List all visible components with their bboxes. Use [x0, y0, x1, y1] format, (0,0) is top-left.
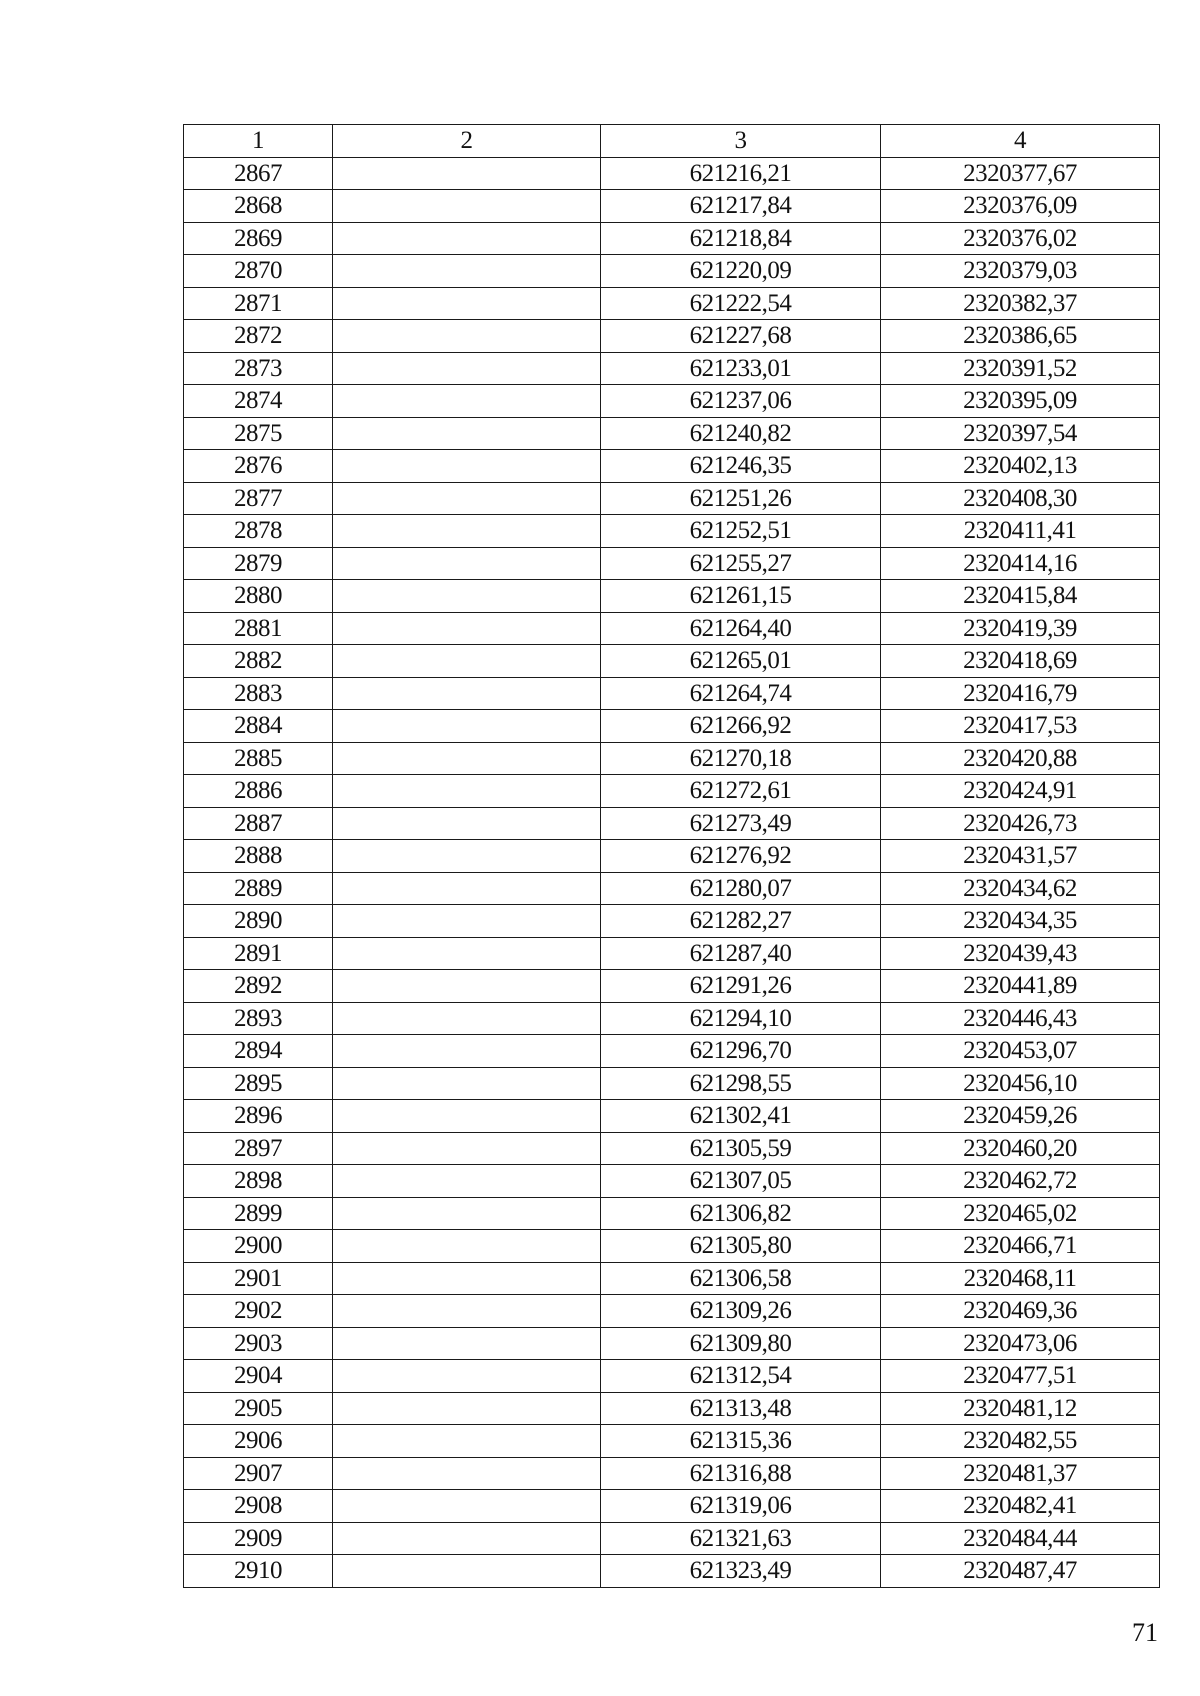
table-row	[184, 1360, 1160, 1393]
table-row	[184, 1392, 1160, 1425]
x-coordinate-cell: 621222,54	[601, 287, 881, 320]
x-coordinate-cell: 621282,27	[601, 905, 881, 938]
y-coordinate-cell: 2320439,43	[881, 937, 1160, 970]
table-row	[184, 1327, 1160, 1360]
y-coordinate-cell: 2320418,69	[881, 645, 1160, 678]
table-row	[184, 970, 1160, 1003]
table-row	[184, 1295, 1160, 1328]
description-cell	[333, 1360, 601, 1393]
point-number-cell: 2898	[184, 1165, 333, 1198]
point-number-cell: 2878	[184, 515, 333, 548]
description-cell	[333, 580, 601, 613]
x-coordinate-cell: 621312,54	[601, 1360, 881, 1393]
x-coordinate-cell: 621264,74	[601, 677, 881, 710]
description-cell	[333, 937, 601, 970]
point-number-cell: 2904	[184, 1360, 333, 1393]
x-coordinate-cell: 621321,63	[601, 1522, 881, 1555]
table-row	[184, 1100, 1160, 1133]
y-coordinate-cell: 2320477,51	[881, 1360, 1160, 1393]
description-cell	[333, 1522, 601, 1555]
description-cell	[333, 710, 601, 743]
y-coordinate-cell: 2320453,07	[881, 1035, 1160, 1068]
x-coordinate-cell: 621319,06	[601, 1490, 881, 1523]
y-coordinate-cell: 2320408,30	[881, 482, 1160, 515]
column-header-3: 3	[601, 125, 881, 158]
table-row	[184, 255, 1160, 288]
table-row	[184, 222, 1160, 255]
description-cell	[333, 1002, 601, 1035]
description-cell	[333, 320, 601, 353]
y-coordinate-cell: 2320376,02	[881, 222, 1160, 255]
table-row	[184, 1067, 1160, 1100]
point-number-cell: 2909	[184, 1522, 333, 1555]
point-number-cell: 2885	[184, 742, 333, 775]
x-coordinate-cell: 621305,80	[601, 1230, 881, 1263]
y-coordinate-cell: 2320462,72	[881, 1165, 1160, 1198]
table-row	[184, 1197, 1160, 1230]
description-cell	[333, 1457, 601, 1490]
x-coordinate-cell: 621227,68	[601, 320, 881, 353]
x-coordinate-cell: 621233,01	[601, 352, 881, 385]
description-cell	[333, 1327, 601, 1360]
column-header-4: 4	[881, 125, 1160, 158]
description-cell	[333, 287, 601, 320]
y-coordinate-cell: 2320482,41	[881, 1490, 1160, 1523]
table-row	[184, 190, 1160, 223]
point-number-cell: 2873	[184, 352, 333, 385]
description-cell	[333, 1035, 601, 1068]
table-body	[184, 157, 1160, 1587]
table-row	[184, 320, 1160, 353]
point-number-cell: 2887	[184, 807, 333, 840]
point-number-cell: 2871	[184, 287, 333, 320]
table-row	[184, 1490, 1160, 1523]
x-coordinate-cell: 621252,51	[601, 515, 881, 548]
point-number-cell: 2900	[184, 1230, 333, 1263]
x-coordinate-cell: 621216,21	[601, 157, 881, 190]
y-coordinate-cell: 2320397,54	[881, 417, 1160, 450]
description-cell	[333, 807, 601, 840]
y-coordinate-cell: 2320446,43	[881, 1002, 1160, 1035]
column-header-2: 2	[333, 125, 601, 158]
description-cell	[333, 1132, 601, 1165]
point-number-cell: 2876	[184, 450, 333, 483]
table-row	[184, 1132, 1160, 1165]
table-row	[184, 515, 1160, 548]
y-coordinate-cell: 2320386,65	[881, 320, 1160, 353]
x-coordinate-cell: 621217,84	[601, 190, 881, 223]
y-coordinate-cell: 2320434,62	[881, 872, 1160, 905]
x-coordinate-cell: 621272,61	[601, 775, 881, 808]
description-cell	[333, 1100, 601, 1133]
x-coordinate-cell: 621296,70	[601, 1035, 881, 1068]
y-coordinate-cell: 2320395,09	[881, 385, 1160, 418]
description-cell	[333, 905, 601, 938]
x-coordinate-cell: 621218,84	[601, 222, 881, 255]
point-number-cell: 2891	[184, 937, 333, 970]
description-cell	[333, 1262, 601, 1295]
description-cell	[333, 547, 601, 580]
y-coordinate-cell: 2320434,35	[881, 905, 1160, 938]
table-row	[184, 547, 1160, 580]
point-number-cell: 2883	[184, 677, 333, 710]
point-number-cell: 2906	[184, 1425, 333, 1458]
x-coordinate-cell: 621291,26	[601, 970, 881, 1003]
y-coordinate-cell: 2320481,12	[881, 1392, 1160, 1425]
y-coordinate-cell: 2320411,41	[881, 515, 1160, 548]
point-number-cell: 2892	[184, 970, 333, 1003]
table-row	[184, 937, 1160, 970]
y-coordinate-cell: 2320473,06	[881, 1327, 1160, 1360]
x-coordinate-cell: 621306,58	[601, 1262, 881, 1295]
x-coordinate-cell: 621255,27	[601, 547, 881, 580]
table-row	[184, 677, 1160, 710]
table-row	[184, 1002, 1160, 1035]
x-coordinate-cell: 621264,40	[601, 612, 881, 645]
point-number-cell: 2896	[184, 1100, 333, 1133]
y-coordinate-cell: 2320484,44	[881, 1522, 1160, 1555]
point-number-cell: 2893	[184, 1002, 333, 1035]
x-coordinate-cell: 621273,49	[601, 807, 881, 840]
point-number-cell: 2908	[184, 1490, 333, 1523]
description-cell	[333, 222, 601, 255]
point-number-cell: 2907	[184, 1457, 333, 1490]
point-number-cell: 2875	[184, 417, 333, 450]
table-row	[184, 482, 1160, 515]
description-cell	[333, 417, 601, 450]
table-row	[184, 840, 1160, 873]
y-coordinate-cell: 2320441,89	[881, 970, 1160, 1003]
table-row	[184, 1522, 1160, 1555]
y-coordinate-cell: 2320382,37	[881, 287, 1160, 320]
point-number-cell: 2890	[184, 905, 333, 938]
y-coordinate-cell: 2320417,53	[881, 710, 1160, 743]
description-cell	[333, 255, 601, 288]
description-cell	[333, 612, 601, 645]
description-cell	[333, 1425, 601, 1458]
point-number-cell: 2874	[184, 385, 333, 418]
description-cell	[333, 1490, 601, 1523]
x-coordinate-cell: 621315,36	[601, 1425, 881, 1458]
page-number: 71	[1132, 1618, 1158, 1647]
description-cell	[333, 352, 601, 385]
x-coordinate-cell: 621305,59	[601, 1132, 881, 1165]
description-cell	[333, 677, 601, 710]
point-number-cell: 2899	[184, 1197, 333, 1230]
table-row	[184, 417, 1160, 450]
point-number-cell: 2881	[184, 612, 333, 645]
point-number-cell: 2910	[184, 1555, 333, 1588]
table-row	[184, 1035, 1160, 1068]
x-coordinate-cell: 621265,01	[601, 645, 881, 678]
x-coordinate-cell: 621251,26	[601, 482, 881, 515]
table-row	[184, 1457, 1160, 1490]
description-cell	[333, 1555, 601, 1588]
point-number-cell: 2897	[184, 1132, 333, 1165]
table-row	[184, 450, 1160, 483]
y-coordinate-cell: 2320469,36	[881, 1295, 1160, 1328]
y-coordinate-cell: 2320379,03	[881, 255, 1160, 288]
table-row	[184, 385, 1160, 418]
table-header-row	[184, 125, 1160, 158]
description-cell	[333, 157, 601, 190]
table-row	[184, 287, 1160, 320]
table-row	[184, 1425, 1160, 1458]
x-coordinate-cell: 621276,92	[601, 840, 881, 873]
description-cell	[333, 1392, 601, 1425]
y-coordinate-cell: 2320431,57	[881, 840, 1160, 873]
y-coordinate-cell: 2320466,71	[881, 1230, 1160, 1263]
point-number-cell: 2867	[184, 157, 333, 190]
description-cell	[333, 1067, 601, 1100]
point-number-cell: 2895	[184, 1067, 333, 1100]
x-coordinate-cell: 621240,82	[601, 417, 881, 450]
x-coordinate-cell: 621287,40	[601, 937, 881, 970]
x-coordinate-cell: 621316,88	[601, 1457, 881, 1490]
x-coordinate-cell: 621294,10	[601, 1002, 881, 1035]
table-row	[184, 1230, 1160, 1263]
coordinates-table	[183, 124, 1160, 1588]
description-cell	[333, 1165, 601, 1198]
point-number-cell: 2888	[184, 840, 333, 873]
x-coordinate-cell: 621309,26	[601, 1295, 881, 1328]
table-row	[184, 157, 1160, 190]
y-coordinate-cell: 2320420,88	[881, 742, 1160, 775]
y-coordinate-cell: 2320377,67	[881, 157, 1160, 190]
x-coordinate-cell: 621309,80	[601, 1327, 881, 1360]
x-coordinate-cell: 621261,15	[601, 580, 881, 613]
description-cell	[333, 482, 601, 515]
point-number-cell: 2894	[184, 1035, 333, 1068]
table-row	[184, 352, 1160, 385]
x-coordinate-cell: 621280,07	[601, 872, 881, 905]
table-row	[184, 905, 1160, 938]
x-coordinate-cell: 621306,82	[601, 1197, 881, 1230]
point-number-cell: 2872	[184, 320, 333, 353]
point-number-cell: 2905	[184, 1392, 333, 1425]
y-coordinate-cell: 2320376,09	[881, 190, 1160, 223]
point-number-cell: 2879	[184, 547, 333, 580]
point-number-cell: 2903	[184, 1327, 333, 1360]
point-number-cell: 2889	[184, 872, 333, 905]
point-number-cell: 2901	[184, 1262, 333, 1295]
point-number-cell: 2869	[184, 222, 333, 255]
y-coordinate-cell: 2320487,47	[881, 1555, 1160, 1588]
point-number-cell: 2870	[184, 255, 333, 288]
y-coordinate-cell: 2320482,55	[881, 1425, 1160, 1458]
y-coordinate-cell: 2320424,91	[881, 775, 1160, 808]
point-number-cell: 2902	[184, 1295, 333, 1328]
x-coordinate-cell: 621323,49	[601, 1555, 881, 1588]
x-coordinate-cell: 621298,55	[601, 1067, 881, 1100]
description-cell	[333, 872, 601, 905]
description-cell	[333, 742, 601, 775]
x-coordinate-cell: 621220,09	[601, 255, 881, 288]
description-cell	[333, 970, 601, 1003]
y-coordinate-cell: 2320465,02	[881, 1197, 1160, 1230]
x-coordinate-cell: 621302,41	[601, 1100, 881, 1133]
table-row	[184, 807, 1160, 840]
table-row	[184, 580, 1160, 613]
y-coordinate-cell: 2320426,73	[881, 807, 1160, 840]
table-row	[184, 612, 1160, 645]
description-cell	[333, 1197, 601, 1230]
point-number-cell: 2868	[184, 190, 333, 223]
y-coordinate-cell: 2320415,84	[881, 580, 1160, 613]
description-cell	[333, 645, 601, 678]
point-number-cell: 2880	[184, 580, 333, 613]
y-coordinate-cell: 2320414,16	[881, 547, 1160, 580]
table-row	[184, 1165, 1160, 1198]
point-number-cell: 2886	[184, 775, 333, 808]
description-cell	[333, 1230, 601, 1263]
x-coordinate-cell: 621246,35	[601, 450, 881, 483]
table-row	[184, 872, 1160, 905]
description-cell	[333, 385, 601, 418]
y-coordinate-cell: 2320402,13	[881, 450, 1160, 483]
x-coordinate-cell: 621270,18	[601, 742, 881, 775]
y-coordinate-cell: 2320460,20	[881, 1132, 1160, 1165]
x-coordinate-cell: 621237,06	[601, 385, 881, 418]
table-row	[184, 1555, 1160, 1588]
description-cell	[333, 450, 601, 483]
y-coordinate-cell: 2320416,79	[881, 677, 1160, 710]
point-number-cell: 2884	[184, 710, 333, 743]
point-number-cell: 2882	[184, 645, 333, 678]
x-coordinate-cell: 621313,48	[601, 1392, 881, 1425]
y-coordinate-cell: 2320419,39	[881, 612, 1160, 645]
table-row	[184, 775, 1160, 808]
description-cell	[333, 775, 601, 808]
table-row	[184, 710, 1160, 743]
y-coordinate-cell: 2320456,10	[881, 1067, 1160, 1100]
table-row	[184, 742, 1160, 775]
column-header-1: 1	[184, 125, 333, 158]
table-row	[184, 1262, 1160, 1295]
description-cell	[333, 515, 601, 548]
y-coordinate-cell: 2320459,26	[881, 1100, 1160, 1133]
description-cell	[333, 190, 601, 223]
description-cell	[333, 1295, 601, 1328]
x-coordinate-cell: 621266,92	[601, 710, 881, 743]
point-number-cell: 2877	[184, 482, 333, 515]
table-row	[184, 645, 1160, 678]
y-coordinate-cell: 2320391,52	[881, 352, 1160, 385]
y-coordinate-cell: 2320481,37	[881, 1457, 1160, 1490]
x-coordinate-cell: 621307,05	[601, 1165, 881, 1198]
description-cell	[333, 840, 601, 873]
y-coordinate-cell: 2320468,11	[881, 1262, 1160, 1295]
